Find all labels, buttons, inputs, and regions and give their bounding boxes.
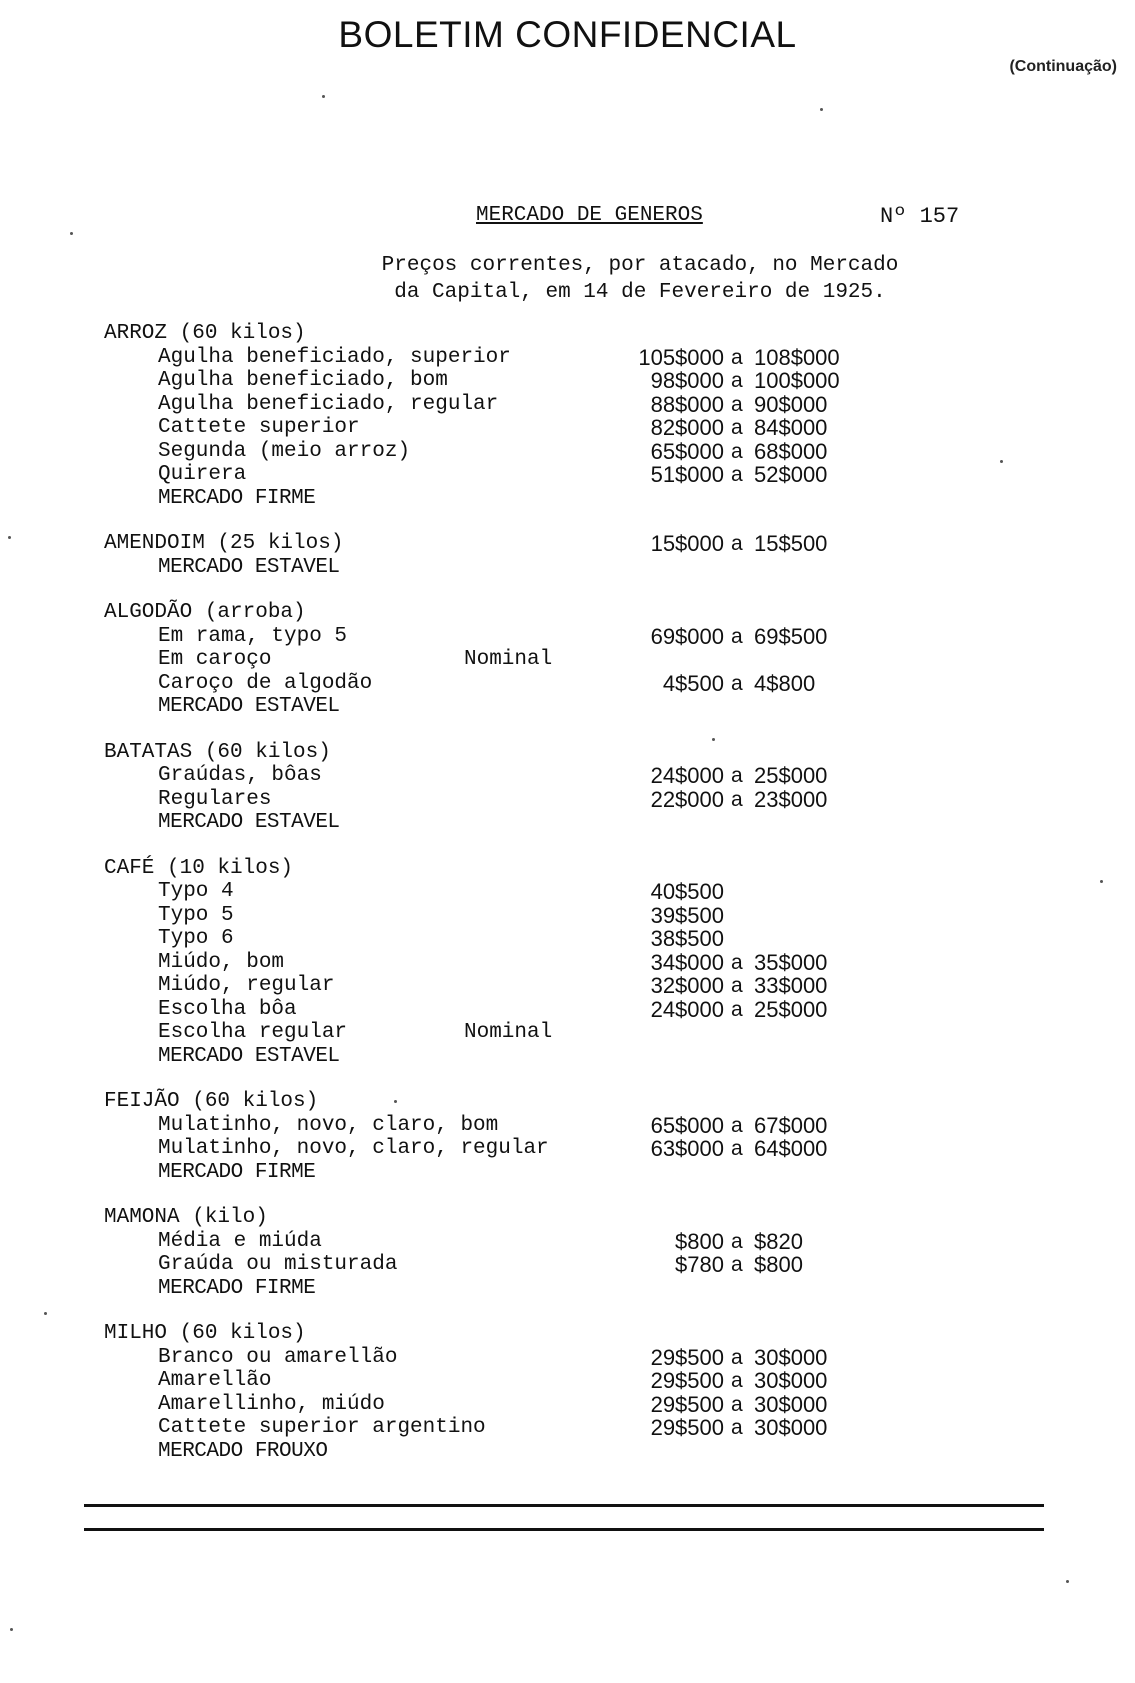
price-separator: a bbox=[731, 1369, 743, 1392]
price-row bbox=[104, 1137, 1004, 1161]
price-high: $800 bbox=[754, 1252, 803, 1277]
category-group bbox=[104, 322, 1004, 510]
price-low: 29$500 bbox=[650, 1344, 724, 1370]
market-status: MERCADO ESTAVEL bbox=[158, 1044, 340, 1068]
market-status: MERCADO FIRME bbox=[158, 486, 316, 510]
price-row bbox=[104, 369, 1004, 393]
price-separator: a bbox=[731, 1137, 743, 1160]
price-low: 98$000 bbox=[650, 368, 724, 393]
category-heading: MAMONA (kilo) bbox=[104, 1206, 268, 1229]
price-row bbox=[104, 998, 1004, 1022]
price-row bbox=[104, 346, 1004, 370]
price-low: 24$000 bbox=[650, 996, 724, 1022]
price-high: 30$000 bbox=[754, 1391, 828, 1417]
item-label: Em caroço bbox=[158, 648, 272, 671]
price-row bbox=[104, 440, 1004, 464]
price-row bbox=[104, 625, 1004, 649]
price-row bbox=[104, 672, 1004, 696]
item-label: Branco ou amarellão bbox=[158, 1345, 398, 1369]
price-high: 90$000 bbox=[754, 391, 828, 417]
price-row bbox=[104, 1021, 1004, 1045]
price-high: 30$000 bbox=[754, 1344, 828, 1370]
price-separator: a bbox=[731, 1113, 743, 1137]
category-group bbox=[104, 1090, 1004, 1184]
item-label: Regulares bbox=[158, 787, 272, 811]
price-low: 65$000 bbox=[650, 438, 724, 464]
price-row bbox=[104, 974, 1004, 998]
item-note: Nominal bbox=[464, 648, 553, 671]
continuation-label: (Continuação) bbox=[1009, 58, 1117, 75]
price-low: 69$000 bbox=[650, 623, 724, 649]
category-heading: ARROZ (60 kilos) bbox=[104, 322, 306, 345]
price-separator: a bbox=[731, 1416, 743, 1439]
price-low: 32$000 bbox=[650, 973, 724, 998]
price-low: 63$000 bbox=[650, 1136, 724, 1161]
item-label: Miúdo, regular bbox=[158, 974, 335, 997]
price-high: 30$000 bbox=[754, 1368, 828, 1393]
market-status: MERCADO FIRME bbox=[158, 1160, 316, 1184]
price-low: 29$500 bbox=[650, 1368, 724, 1393]
price-separator: a bbox=[731, 369, 743, 392]
category-heading: CAFÉ (10 kilos) bbox=[104, 856, 294, 880]
document-title: BOLETIM CONFIDENCIAL bbox=[338, 14, 797, 55]
item-label: Escolha regular bbox=[158, 1021, 348, 1044]
price-separator: a bbox=[731, 1345, 743, 1369]
price-row bbox=[104, 393, 1004, 417]
price-low: 38$500 bbox=[650, 926, 724, 951]
item-label: Miúdo, bom bbox=[158, 950, 285, 974]
price-low: 65$000 bbox=[650, 1112, 724, 1138]
category-group bbox=[104, 1206, 1004, 1300]
price-row bbox=[104, 1369, 1004, 1393]
price-low: 24$000 bbox=[650, 763, 724, 788]
price-separator: a bbox=[731, 532, 743, 555]
category-heading: AMENDOIM (25 kilos) bbox=[104, 532, 344, 555]
price-separator: a bbox=[731, 974, 743, 997]
price-high: 4$800 bbox=[754, 670, 816, 696]
item-label: Segunda (meio arroz) bbox=[158, 439, 411, 463]
category-group bbox=[104, 601, 1004, 719]
subtitle bbox=[330, 252, 950, 306]
price-low: 82$000 bbox=[650, 415, 724, 440]
price-low: $800 bbox=[675, 1228, 724, 1254]
item-label: Mulatinho, novo, claro, bom bbox=[158, 1113, 499, 1137]
price-separator: a bbox=[731, 463, 743, 486]
category-heading-row bbox=[104, 322, 1004, 346]
price-separator: a bbox=[731, 671, 743, 695]
price-low: 51$000 bbox=[650, 462, 724, 487]
category-heading-row bbox=[104, 857, 1004, 881]
price-separator: a bbox=[731, 439, 743, 463]
price-row bbox=[104, 880, 1004, 904]
item-label: Agulha beneficiado, superior bbox=[158, 345, 511, 369]
divider-line-bottom bbox=[84, 1528, 1044, 1531]
price-low: 88$000 bbox=[650, 391, 724, 417]
price-separator: a bbox=[731, 1392, 743, 1416]
price-list bbox=[104, 322, 1004, 1485]
market-status: MERCADO ESTAVEL bbox=[158, 695, 340, 718]
price-high: 69$500 bbox=[754, 623, 828, 649]
category-heading-row bbox=[104, 532, 1004, 556]
price-high: 67$000 bbox=[754, 1112, 828, 1138]
market-status: MERCADO ESTAVEL bbox=[158, 555, 340, 579]
subtitle-line-2: da Capital, em 14 de Fevereiro de 1925. bbox=[394, 281, 886, 304]
item-label: Quirera bbox=[158, 463, 247, 486]
price-high: $820 bbox=[754, 1228, 803, 1254]
item-label: Amarellão bbox=[158, 1369, 272, 1392]
market-status: MERCADO FIRME bbox=[158, 1276, 316, 1300]
price-high: 35$000 bbox=[754, 949, 828, 975]
category-heading: MILHO (60 kilos) bbox=[104, 1322, 306, 1345]
price-row bbox=[104, 1393, 1004, 1417]
price-row bbox=[104, 1230, 1004, 1254]
price-high: 64$000 bbox=[754, 1136, 828, 1161]
price-separator: a bbox=[731, 624, 743, 648]
divider-line-top bbox=[84, 1504, 1044, 1507]
item-label: Mulatinho, novo, claro, regular bbox=[158, 1137, 549, 1160]
item-label: Graúda ou misturada bbox=[158, 1253, 398, 1276]
category-heading: BATATAS (60 kilos) bbox=[104, 740, 331, 764]
price-high: 15$500 bbox=[754, 531, 828, 556]
item-note: Nominal bbox=[464, 1021, 553, 1044]
bulletin-number: Nº 157 bbox=[880, 204, 960, 229]
price-separator: a bbox=[731, 764, 743, 787]
price-row bbox=[104, 1346, 1004, 1370]
market-status: MERCADO ESTAVEL bbox=[158, 811, 340, 834]
subtitle-line-1: Preços correntes, por atacado, no Mercado bbox=[381, 254, 899, 277]
price-low: 22$000 bbox=[650, 786, 724, 812]
item-label: Agulha beneficiado, regular bbox=[158, 392, 499, 416]
price-low: 40$500 bbox=[650, 879, 724, 904]
item-label: Cattete superior argentino bbox=[158, 1416, 486, 1439]
category-heading: FEIJÃO (60 kilos) bbox=[104, 1090, 319, 1113]
price-low: 4$500 bbox=[662, 670, 724, 696]
price-row bbox=[104, 1114, 1004, 1138]
item-label: Typo 6 bbox=[158, 927, 234, 950]
price-row bbox=[104, 951, 1004, 975]
price-row bbox=[104, 648, 1004, 672]
category-group bbox=[104, 532, 1004, 579]
price-separator: a bbox=[731, 416, 743, 439]
item-label: Em rama, typo 5 bbox=[158, 624, 348, 648]
item-label: Agulha beneficiado, bom bbox=[158, 369, 448, 392]
price-low: 34$000 bbox=[650, 949, 724, 975]
price-high: 68$000 bbox=[754, 438, 828, 464]
price-high: 25$000 bbox=[754, 996, 828, 1022]
price-low: 29$500 bbox=[650, 1391, 724, 1417]
price-high: 30$000 bbox=[754, 1415, 828, 1440]
market-status: MERCADO FROUXO bbox=[158, 1439, 328, 1463]
price-row bbox=[104, 764, 1004, 788]
price-high: 33$000 bbox=[754, 973, 828, 998]
item-label: Amarellinho, miúdo bbox=[158, 1392, 385, 1416]
price-high: 25$000 bbox=[754, 763, 828, 788]
price-row bbox=[104, 927, 1004, 951]
price-low: 29$500 bbox=[650, 1415, 724, 1440]
price-separator: a bbox=[731, 997, 743, 1021]
price-separator: a bbox=[731, 787, 743, 811]
item-label: Typo 4 bbox=[158, 880, 234, 903]
category-heading-row bbox=[104, 1090, 1004, 1114]
category-heading-row bbox=[104, 601, 1004, 625]
price-separator: a bbox=[731, 392, 743, 416]
category-heading: ALGODÃO (arroba) bbox=[104, 601, 306, 624]
section-title: MERCADO DE GENEROS bbox=[476, 204, 703, 227]
category-group bbox=[104, 741, 1004, 835]
price-separator: a bbox=[731, 345, 743, 369]
price-high: 23$000 bbox=[754, 786, 828, 812]
price-row bbox=[104, 904, 1004, 928]
item-label: Graúdas, bôas bbox=[158, 764, 322, 787]
category-heading-row bbox=[104, 1206, 1004, 1230]
category-heading-row bbox=[104, 741, 1004, 765]
category-group bbox=[104, 857, 1004, 1069]
item-label: Cattete superior bbox=[158, 416, 360, 439]
item-label: Caroço de algodão bbox=[158, 671, 373, 695]
price-row bbox=[104, 416, 1004, 440]
price-row bbox=[104, 463, 1004, 487]
price-high: 100$000 bbox=[754, 368, 840, 393]
category-group bbox=[104, 1322, 1004, 1463]
price-high: 84$000 bbox=[754, 415, 828, 440]
price-low: $780 bbox=[675, 1252, 724, 1277]
price-low: 105$000 bbox=[638, 344, 724, 370]
price-row bbox=[104, 788, 1004, 812]
category-heading-row bbox=[104, 1322, 1004, 1346]
price-separator: a bbox=[731, 1253, 743, 1276]
price-separator: a bbox=[731, 1229, 743, 1253]
price-row bbox=[104, 1416, 1004, 1440]
price-low: 39$500 bbox=[650, 902, 724, 928]
price-high: 52$000 bbox=[754, 462, 828, 487]
item-label: Typo 5 bbox=[158, 903, 234, 927]
item-label: Média e miúda bbox=[158, 1229, 322, 1253]
price-low: 15$000 bbox=[650, 531, 724, 556]
price-high: 108$000 bbox=[754, 344, 840, 370]
price-row bbox=[104, 1253, 1004, 1277]
price-separator: a bbox=[731, 950, 743, 974]
item-label: Escolha bôa bbox=[158, 997, 297, 1021]
